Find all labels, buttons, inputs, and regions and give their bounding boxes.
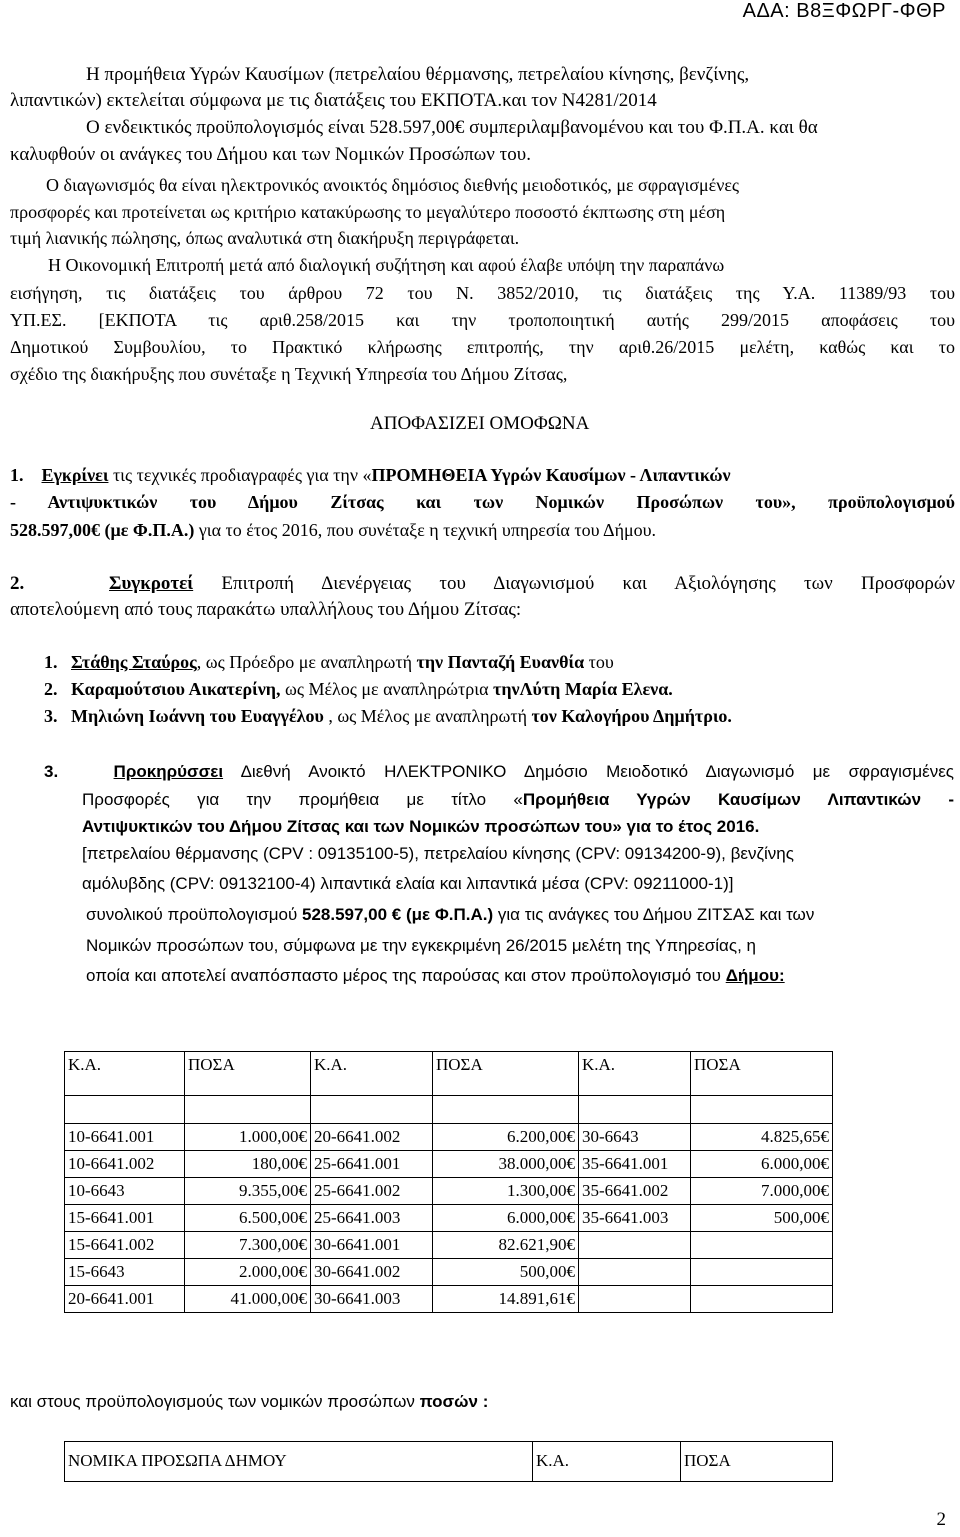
- intro-line: προσφορές και προτείνεται ως κριτήριο κατακύρωσης το μεγαλύτερο ποσοστό έκπτωσης στη μέση: [10, 202, 726, 222]
- table-cell: 20-6641.002: [311, 1124, 433, 1151]
- member-number: 1.: [44, 652, 58, 672]
- table-cell: 25-6641.003: [311, 1205, 433, 1232]
- table-cell: 2.000,00€: [185, 1259, 311, 1286]
- table-cell: 35-6641.002: [579, 1178, 691, 1205]
- table-cell: 14.891,61€: [433, 1286, 579, 1313]
- item-text: οποία και αποτελεί αναπόσπαστο μέρος της παρούσας και στον προϋπολογισμό του: [86, 966, 726, 985]
- item-title: Προμήθεια Υγρών Καυσίμων Λιπαντικών -: [522, 790, 954, 809]
- table-row: [65, 1205, 833, 1232]
- item-text: τις τεχνικές προδιαγραφές για την «: [108, 465, 372, 485]
- item-1-line: [10, 465, 731, 486]
- header-cell: Κ.Α.: [533, 1442, 681, 1482]
- member-row: [44, 706, 732, 727]
- item-text: για τις ανάγκες του Δήμου ΖΙΤΣΑΣ και των: [493, 905, 815, 924]
- member-name: Στάθης Σταύρος: [71, 652, 197, 672]
- intro-line: Ο διαγωνισμός θα είναι ηλεκτρονικός ανοικτός δημόσιος διεθνής μειοδοτικός, με σφραγισμένες: [46, 175, 740, 195]
- table-cell: 82.621,90€: [433, 1232, 579, 1259]
- table-cell: 30-6641.003: [311, 1286, 433, 1313]
- intro-line: Δημοτικού Συμβουλίου, το Πρακτικό κλήρωσης επιτροπής, την αριθ.26/2015 μελέτη, καθώς και το: [10, 337, 955, 357]
- table-cell: [579, 1232, 691, 1259]
- table-cell: 500,00€: [433, 1259, 579, 1286]
- legal-entities-table: [64, 1441, 833, 1482]
- item-amount: 528.597,00 € (με Φ.Π.Α.): [301, 905, 494, 924]
- table-cell: 35-6641.001: [579, 1151, 691, 1178]
- table-cell: 1.300,00€: [433, 1178, 579, 1205]
- table-cell: 180,00€: [185, 1151, 311, 1178]
- item-3-line: Νομικών προσώπων του, σύμφωνα με την εγκεκριμένη 26/2015 μελέτη της Υπηρεσίας, η: [86, 936, 756, 955]
- legal-intro: [10, 1392, 488, 1412]
- item-3-line: [82, 790, 954, 810]
- item-text: Προσφορές για την προμήθεια με τίτλο «: [82, 790, 523, 809]
- item-verb: Συγκροτεί: [109, 573, 194, 594]
- member-alternate: τηνΛύτη Μαρία Ελενα.: [493, 679, 673, 699]
- table-cell: 15-6643: [65, 1259, 185, 1286]
- table-header-row: [65, 1442, 833, 1482]
- item-amount: 528.597,00€ (με Φ.Π.Α.): [10, 520, 195, 540]
- header-cell: ΠΟΣΑ: [433, 1052, 579, 1096]
- table-cell: 6.000,00€: [691, 1151, 833, 1178]
- table-cell: 4.825,65€: [691, 1124, 833, 1151]
- item-2-line: [10, 573, 955, 595]
- table-row: [65, 1286, 833, 1313]
- item-3-line: αμόλυβδης (CPV: 09132100-4) λιπαντικά ελαία και λιπαντικά μέσα (CPV: 09211000-1)]: [82, 874, 734, 893]
- header-cell: ΠΟΣΑ: [681, 1442, 833, 1482]
- table-cell: 15-6641.001: [65, 1205, 185, 1232]
- item-1-line: [10, 520, 656, 541]
- table-cell: 25-6641.002: [311, 1178, 433, 1205]
- member-alternate: την Πανταζή Ευανθία: [416, 652, 585, 672]
- member-name: Καραμούτσιου Αικατερίνη,: [71, 679, 281, 699]
- table-cell: [579, 1259, 691, 1286]
- item-1-line: - Αντιψυκτικών του Δήμου Ζίτσας και των Νομικών Προσώπων του», προϋπολογισμού: [10, 492, 955, 512]
- item-3-line: [44, 762, 954, 782]
- table-cell: 10-6643: [65, 1178, 185, 1205]
- table-row: [65, 1232, 833, 1259]
- item-text: Δημόσιο Μειοδοτικό Διαγωνισμό με σφραγισμένες: [506, 762, 954, 781]
- table-cell: 30-6641.002: [311, 1259, 433, 1286]
- table-cell: 7.000,00€: [691, 1178, 833, 1205]
- header-cell: ΠΟΣΑ: [185, 1052, 311, 1096]
- table-row: [65, 1178, 833, 1205]
- table-cell: 500,00€: [691, 1205, 833, 1232]
- header-cell: Κ.Α.: [311, 1052, 433, 1096]
- item-number: 1.: [10, 465, 24, 485]
- table-cell: 20-6641.001: [65, 1286, 185, 1313]
- table-cell: 41.000,00€: [185, 1286, 311, 1313]
- member-number: 3.: [44, 706, 58, 726]
- member-role: ως Μέλος με αναπληρώτρια: [280, 679, 494, 699]
- table-cell: 7.300,00€: [185, 1232, 311, 1259]
- table-header-row: [65, 1052, 833, 1096]
- header-cell: ΠΟΣΑ: [691, 1052, 833, 1096]
- member-row: [44, 679, 673, 700]
- table-cell: 6.200,00€: [433, 1124, 579, 1151]
- intro-line: Η Οικονομική Επιτροπή μετά από διαλογική συζήτηση και αφού έλαβε υπόψη την παραπάνω: [48, 255, 725, 275]
- legal-intro-emphasis: ποσών :: [419, 1392, 489, 1411]
- item-3-line: [πετρελαίου θέρμανσης (CPV : 09135100-5), πετρελαίου κίνησης (CPV: 09134200-9), βενζίνης: [82, 844, 794, 863]
- item-text: συνολικού προϋπολογισμού: [86, 905, 302, 924]
- item-verb: Εγκρίνει: [41, 465, 109, 485]
- intro-line: ΥΠ.ΕΣ. [ΕΚΠΟΤΑ τις αριθ.258/2015 και την τροποποιητική αυτής 299/2015 αποφάσεις του: [10, 310, 955, 330]
- item-verb: Προκηρύσσει: [113, 762, 224, 781]
- item-text: Επιτροπή Διενέργειας του Διαγωνισμού και Αξιολόγησης των Προσφορών: [193, 573, 956, 594]
- table-row: [65, 1151, 833, 1178]
- table-row: [65, 1124, 833, 1151]
- table-cell: 15-6641.002: [65, 1232, 185, 1259]
- budget-table: [64, 1051, 833, 1313]
- table-cell: 30-6643: [579, 1124, 691, 1151]
- intro-line: εισήγηση, τις διατάξεις του άρθρου 72 του Ν. 3852/2010, τις διατάξεις της Υ.Α. 11389/93 του: [10, 283, 955, 303]
- decision-title: ΑΠΟΦΑΣΙΖΕΙ ΟΜΟΦΩΝΑ: [370, 413, 590, 434]
- member-end: του: [584, 652, 614, 672]
- intro-line: καλυφθούν οι ανάγκες του Δήμου και των Νομικών Προσώπων του.: [10, 144, 531, 165]
- table-row: [65, 1259, 833, 1286]
- intro-line: σχέδιο της διακήρυξης που συνέταξε η Τεχνική Υπηρεσία του Δήμου Ζίτσας,: [10, 364, 568, 384]
- ada-header: ΑΔΑ: Β8ΞΦΩΡΓ-ΦΘΡ: [742, 0, 946, 22]
- item-title: ΠΡΟΜΗΘΕΙΑ Υγρών Καυσίμων - Λιπαντικών: [371, 465, 731, 485]
- intro-line: λιπαντικών) εκτελείται σύμφωνα με τις διατάξεις του ΕΚΠΟΤΑ.και τον Ν4281/2014: [10, 90, 657, 111]
- table-cell: 9.355,00€: [185, 1178, 311, 1205]
- table-cell: 25-6641.001: [311, 1151, 433, 1178]
- table-cell: 30-6641.001: [311, 1232, 433, 1259]
- table-cell: [579, 1286, 691, 1313]
- table-cell: 6.000,00€: [433, 1205, 579, 1232]
- member-number: 2.: [44, 679, 58, 699]
- table-cell: 10-6641.002: [65, 1151, 185, 1178]
- intro-line: τιμή λιανικής πώλησης, όπως αναλυτικά στη διακήρυξη περιγράφεται.: [10, 228, 520, 248]
- table-cell: [691, 1286, 833, 1313]
- member-row: [44, 652, 614, 673]
- item-3-line: [86, 905, 814, 925]
- member-role: , ως Μέλος με αναπληρωτή: [323, 706, 532, 726]
- item-2-line: αποτελούμενη από τους παρακάτω υπαλλήλους του Δήμου Ζίτσας:: [10, 599, 522, 620]
- table-cell: 6.500,00€: [185, 1205, 311, 1232]
- table-cell: 38.000,00€: [433, 1151, 579, 1178]
- intro-line: Η προμήθεια Υγρών Καυσίμων (πετρελαίου θέρμανσης, πετρελαίου κίνησης, βενζίνης,: [86, 64, 750, 85]
- member-role: , ως Πρόεδρο με αναπληρωτή: [196, 652, 417, 672]
- item-number: 3.: [44, 762, 59, 781]
- item-3-line: [86, 966, 785, 986]
- member-name: Μηλιώνη Ιωάννη του Ευαγγέλου: [71, 706, 324, 726]
- item-3-line: Αντιψυκτικών του Δήμου Ζίτσας και των Νομικών προσώπων του» για το έτος 2016.: [82, 817, 760, 836]
- spacer-row: [65, 1096, 833, 1124]
- table-cell: [691, 1259, 833, 1286]
- table-cell: 10-6641.001: [65, 1124, 185, 1151]
- header-cell: ΝΟΜΙΚΑ ΠΡΟΣΩΠΑ ΔΗΜΟΥ: [65, 1442, 533, 1482]
- table-cell: 1.000,00€: [185, 1124, 311, 1151]
- table-cell: [691, 1232, 833, 1259]
- table-cell: 35-6641.003: [579, 1205, 691, 1232]
- item-text: για το έτος 2016, που συνέταξε η τεχνική υπηρεσία του Δήμου.: [194, 520, 657, 540]
- item-emphasis: Δήμου:: [725, 966, 785, 985]
- intro-line: Ο ενδεικτικός προϋπολογισμός είναι 528.597,00€ συμπεριλαμβανομένου και του Φ.Π.Α. και θα: [86, 117, 818, 138]
- page-number: 2: [936, 1509, 946, 1530]
- member-alternate: τον Καλογήρου Δημήτριο.: [531, 706, 732, 726]
- legal-intro-text: και στους προϋπολογισμούς των νομικών προσώπων: [10, 1392, 420, 1411]
- item-text: Διεθνή Ανοικτό ΗΛΕΚΤΡΟΝΙΚΟ: [223, 762, 507, 781]
- header-cell: Κ.Α.: [65, 1052, 185, 1096]
- header-cell: Κ.Α.: [579, 1052, 691, 1096]
- item-number: 2.: [10, 573, 25, 594]
